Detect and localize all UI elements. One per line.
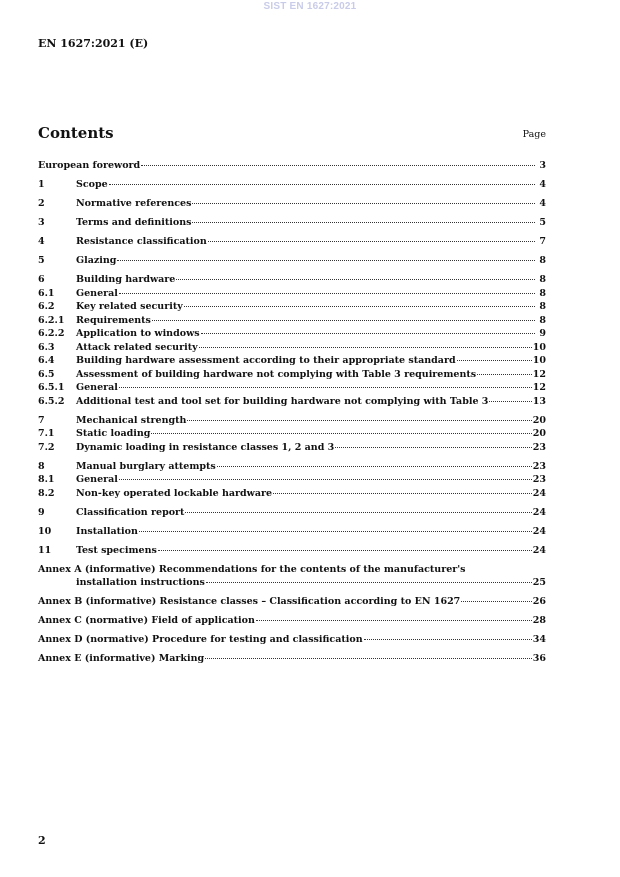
toc-entry-page: 8 xyxy=(539,274,546,285)
toc-entry-number: 8 xyxy=(38,460,45,472)
toc-entry-page: 24 xyxy=(532,487,546,499)
toc-entry-number: 6.4 xyxy=(38,355,55,366)
watermark: SIST EN 1627:2021 xyxy=(263,1,357,12)
toc-entry-7[interactable] xyxy=(38,414,546,428)
toc-entry-page: 13 xyxy=(532,395,546,407)
toc-entry-page: 3 xyxy=(539,160,546,171)
toc-entry-title: Annex E (informative) Marking xyxy=(38,653,205,664)
dot-leader xyxy=(217,466,532,467)
toc-entry-1[interactable] xyxy=(38,178,546,192)
toc-entry-annex-d[interactable] xyxy=(38,633,546,647)
toc-entry-title: General xyxy=(76,287,118,299)
contents-title: Contents xyxy=(38,124,114,142)
toc-entry-title: Building hardware assessment according to their appropriate standard xyxy=(76,355,456,366)
toc-entry-6-2-2[interactable] xyxy=(38,327,546,341)
toc-entry-2[interactable] xyxy=(38,197,546,211)
toc-entry-title: General xyxy=(76,382,118,393)
toc-entry-6-1[interactable] xyxy=(38,287,546,301)
toc-entry-6-5[interactable] xyxy=(38,368,546,382)
toc-entry-title: Annex D (normative) Procedure for testing and classification xyxy=(38,634,363,645)
dot-leader xyxy=(185,512,531,513)
toc-entry-title: Annex B (informative) Resistance classes – Classification according to EN 1627 xyxy=(38,596,461,607)
toc-entry-8-2[interactable] xyxy=(38,487,546,501)
toc-entry-number: 6.2.1 xyxy=(38,314,65,326)
toc-entry-title: Application to windows xyxy=(76,328,200,339)
dot-leader xyxy=(119,479,532,480)
dot-leader xyxy=(109,184,535,185)
toc-entry-number: 3 xyxy=(38,217,45,228)
toc-entry-6-4[interactable] xyxy=(38,354,546,368)
toc-entry-number: 6.2 xyxy=(38,301,55,312)
dot-leader xyxy=(117,260,535,261)
toc-entry-page: 10 xyxy=(532,341,546,353)
toc-entry-page: 8 xyxy=(539,287,546,299)
toc-entry-title-continued: installation instructions xyxy=(76,577,205,588)
toc-entry-annex-c[interactable] xyxy=(38,614,546,628)
dot-leader xyxy=(208,241,535,242)
dot-leader xyxy=(461,601,531,602)
toc-entry-page: 4 xyxy=(539,179,546,190)
toc-entry-6-2[interactable] xyxy=(38,300,546,314)
toc-entry-6-5-1[interactable] xyxy=(38,381,546,395)
toc-entry-page: 24 xyxy=(532,506,546,518)
toc-entry-title: Glazing xyxy=(76,255,117,266)
toc-entry-number: 6.5 xyxy=(38,368,55,380)
toc-entry-number: 7.2 xyxy=(38,441,55,453)
dot-leader xyxy=(457,360,532,361)
toc-entry-title: Installation xyxy=(76,525,138,537)
toc-entry-10[interactable] xyxy=(38,525,546,539)
toc-entry-3[interactable] xyxy=(38,216,546,230)
toc-entry-number: 8.2 xyxy=(38,487,55,499)
toc-entry-title: Manual burglary attempts xyxy=(76,460,216,472)
page-number: 2 xyxy=(38,834,46,847)
dot-leader xyxy=(206,582,532,583)
toc-entry-title: Assessment of building hardware not complying with Table 3 requirements xyxy=(76,368,477,380)
toc-entry-number: 6 xyxy=(38,274,45,285)
toc-entry-number: 6.2.2 xyxy=(38,328,65,339)
toc-entry-title: European foreword xyxy=(38,160,141,171)
toc-entry-title: Static loading xyxy=(76,428,151,439)
dot-leader xyxy=(139,531,532,532)
toc-entry-page: 9 xyxy=(539,328,546,339)
toc-entry-page: 23 xyxy=(532,460,546,472)
toc-entry-page: 25 xyxy=(532,577,546,588)
dot-leader xyxy=(141,165,535,166)
dot-leader xyxy=(364,639,532,640)
toc-entry-page: 34 xyxy=(532,634,546,645)
toc-entry-annex-e[interactable] xyxy=(38,652,546,666)
toc-entry-page: 12 xyxy=(532,382,546,393)
toc-entry-page: 8 xyxy=(539,314,546,326)
toc-entry-7-1[interactable] xyxy=(38,427,546,441)
toc-entry-4[interactable] xyxy=(38,235,546,249)
toc-entry-6-5-2[interactable] xyxy=(38,395,546,409)
dot-leader xyxy=(256,620,532,621)
toc-entry-title: Requirements xyxy=(76,314,151,326)
toc-entry-number: 2 xyxy=(38,198,45,209)
toc-entry-7-2[interactable] xyxy=(38,441,546,455)
toc-entry-number: 5 xyxy=(38,255,45,266)
toc-entry-page: 28 xyxy=(532,615,546,626)
toc-entry-title: Building hardware xyxy=(76,274,176,285)
toc-entry-page: 20 xyxy=(532,428,546,439)
toc-entry-title: Additional test and tool set for building hardware not complying with Table 3 xyxy=(76,395,489,407)
toc-entry-page: 23 xyxy=(532,474,546,485)
toc-entry-title: Mechanical strength xyxy=(76,414,187,426)
toc-entry-title: Key related security xyxy=(76,301,183,312)
toc-entry-title: Non-key operated lockable hardware xyxy=(76,487,273,499)
toc-entry-6-3[interactable] xyxy=(38,341,546,355)
toc-entry-page: 20 xyxy=(532,414,546,426)
toc-entry-foreword[interactable] xyxy=(38,159,546,173)
table-of-contents xyxy=(38,159,546,666)
toc-entry-page: 5 xyxy=(539,217,546,228)
toc-entry-number: 10 xyxy=(38,525,52,537)
toc-entry-11[interactable] xyxy=(38,544,546,558)
toc-entry-title: Normative references xyxy=(76,198,192,209)
toc-entry-number: 6.5.1 xyxy=(38,382,65,393)
toc-entry-title: Terms and definitions xyxy=(76,217,192,228)
toc-entry-title: Attack related security xyxy=(76,341,198,353)
toc-entry-page: 7 xyxy=(539,236,546,247)
dot-leader xyxy=(489,401,531,402)
dot-leader xyxy=(158,550,532,551)
dot-leader xyxy=(192,222,535,223)
toc-entry-number: 4 xyxy=(38,236,45,247)
toc-entry-number: 1 xyxy=(38,179,45,190)
dot-leader xyxy=(187,420,531,421)
dot-leader xyxy=(184,306,535,307)
dot-leader xyxy=(152,320,535,321)
toc-entry-page: 8 xyxy=(539,301,546,312)
toc-entry-page: 10 xyxy=(532,355,546,366)
dot-leader xyxy=(119,387,532,388)
toc-entry-title: Annex A (informative) Recommendations for the contents of the manufacturer's xyxy=(38,563,466,575)
page-column-label: Page xyxy=(522,129,546,140)
toc-entry-title: Dynamic loading in resistance classes 1, 2 and 3 xyxy=(76,441,335,453)
toc-entry-number: 7 xyxy=(38,414,45,426)
toc-entry-annex-a[interactable] xyxy=(38,563,546,590)
dot-leader xyxy=(119,293,535,294)
toc-entry-number: 7.1 xyxy=(38,428,55,439)
dot-leader xyxy=(273,493,532,494)
toc-entry-8[interactable] xyxy=(38,460,546,474)
dot-leader xyxy=(477,374,532,375)
toc-entry-8-1[interactable] xyxy=(38,473,546,487)
toc-entry-page: 12 xyxy=(532,368,546,380)
toc-entry-number: 9 xyxy=(38,506,45,518)
toc-entry-title: Resistance classification xyxy=(76,236,207,247)
toc-entry-9[interactable] xyxy=(38,506,546,520)
toc-entry-6-2-1[interactable] xyxy=(38,314,546,328)
toc-entry-annex-b[interactable] xyxy=(38,595,546,609)
toc-entry-page: 36 xyxy=(532,653,546,664)
toc-entry-title: Annex C (normative) Field of application xyxy=(38,615,255,626)
dot-leader xyxy=(151,433,531,434)
toc-entry-title: Scope xyxy=(76,179,108,190)
toc-entry-page: 4 xyxy=(539,198,546,209)
toc-entry-title: Classification report xyxy=(76,506,185,518)
toc-entry-6[interactable] xyxy=(38,273,546,287)
dot-leader xyxy=(199,347,532,348)
toc-entry-title: General xyxy=(76,474,118,485)
toc-entry-5[interactable] xyxy=(38,254,546,268)
toc-entry-number: 6.3 xyxy=(38,341,55,353)
toc-entry-page: 24 xyxy=(532,525,546,537)
dot-leader xyxy=(192,203,535,204)
toc-entry-page: 8 xyxy=(539,255,546,266)
document-id: EN 1627:2021 (E) xyxy=(38,37,149,50)
toc-entry-title: Test specimens xyxy=(76,544,157,556)
dot-leader xyxy=(176,279,535,280)
toc-entry-number: 8.1 xyxy=(38,474,55,485)
dot-leader xyxy=(335,447,532,448)
toc-entry-number: 6.1 xyxy=(38,287,55,299)
toc-entry-number: 6.5.2 xyxy=(38,395,65,407)
dot-leader xyxy=(201,333,535,334)
toc-entry-page: 23 xyxy=(532,441,546,453)
toc-entry-page: 26 xyxy=(532,596,546,607)
toc-entry-page: 24 xyxy=(532,544,546,556)
dot-leader xyxy=(205,658,532,659)
toc-entry-number: 11 xyxy=(38,544,52,556)
